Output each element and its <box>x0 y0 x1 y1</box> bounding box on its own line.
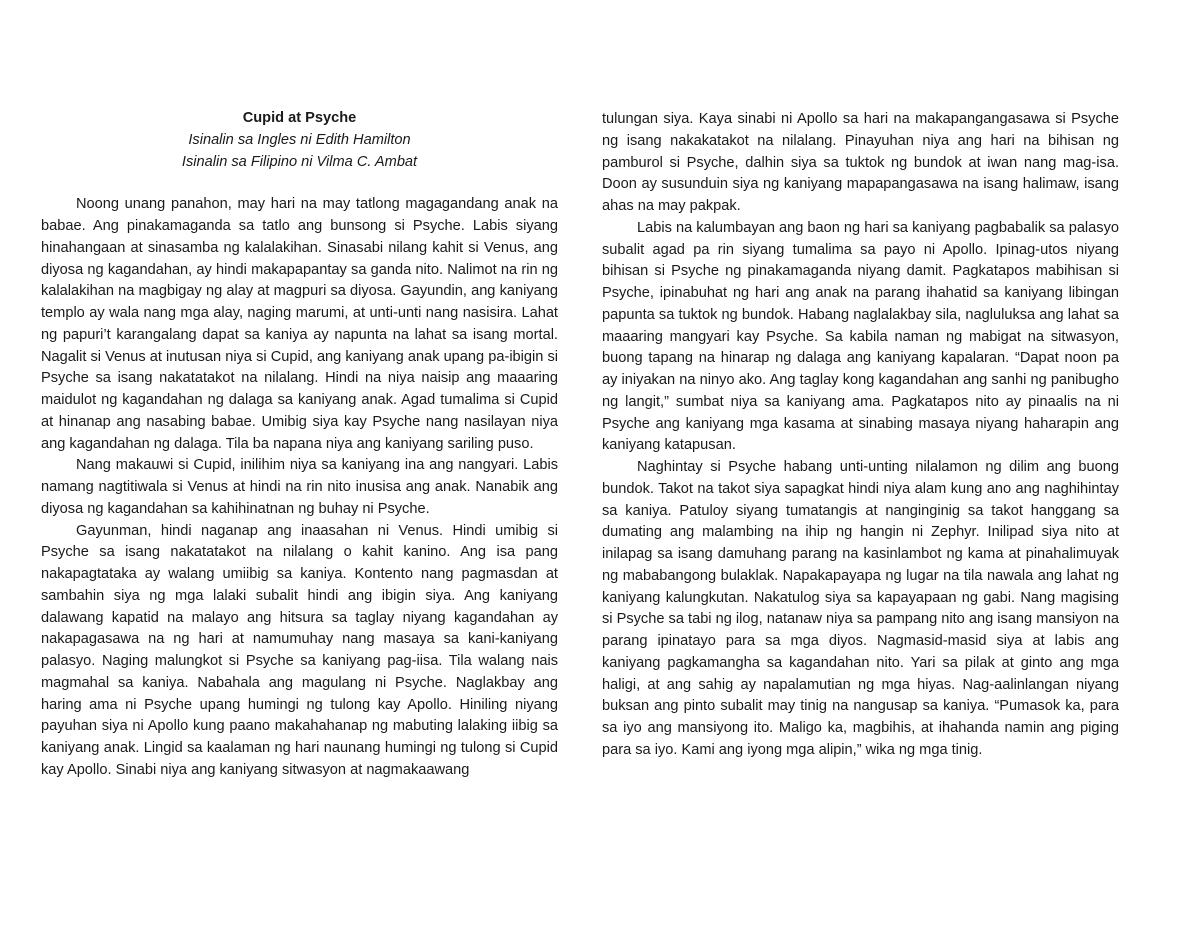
translator-line-english: Isinalin sa Ingles ni Edith Hamilton <box>188 131 411 148</box>
paragraph: Noong unang panahon, may hari na may tatlong magagandang anak na babae. Ang pinakamaganda sa tatlo ang bunsong si Psyche. Labis siyang hinahangaan at sinasamba ng kalalakihan. Sinasabi nilang kahit si Venus, ang diyosa ng kagandahan, ay hindi makapapantay sa ganda nito. Nalimot na rin ng kalalakihan na magbigay ng alay at magpuri sa diyosa. Gayundin, ang kaniyang templo ay wala nang mga alay, naging marumi, at unti-unti nang nasisira. Lahat ng papuri’t karangalang dapat sa kaniya ay napunta na lahat sa isang mortal. Nagalit si Venus at inutusan niya si Cupid, ang kaniyang anak upang pa-ibigin si Psyche sa isang nakatatakot na nilalang. Hindi na niya naisip ang maaaring maidulot ng kagandahan ng dalaga sa kaniyang anak. Agad tumalima si Cupid at hinanap ang nasabing babae. Umibig siya kay Psyche nang nasilayan niya ang kagandahan ng dalaga. Tila ba napana niya ang kaniyang sariling puso. <box>41 196 558 452</box>
header-spacer <box>41 173 558 194</box>
paragraph: Naghintay si Psyche habang unti-unting nilalamon ng dilim ang buong bundok. Takot na takot siya sapagkat hindi niya alam kung ano ang naghihintay sa kaniya. Patuloy siyang tumatangis at nanginginig sa takot hanggang sa dumating ang malambing na ihip ng hangin ni Zephyr. Inilipad siya nito at inilapag sa isang damuhang parang na kasinlambot ng kama at pinahalimuyak ng mababangong bulaklak. Napakapayapa ng lugar na tila nawala ang lahat ng kaniyang kalungkutan. Nakatulog siya sa kapayapaan ng gabi. Nang magising si Psyche sa tabi ng ilog, natanaw niya sa pampang nito ang isang mansiyon na parang ipinatayo para sa mga diyos. Nagmasid-masid siya at labis ang kaniyang pagkamangha sa kagandahan nito. Yari sa pilak at ginto ang mga haligi, at ang sahig ay napalamutian ng mga hiyas. Nag-aalinlangan niyang buksan ang pinto subalit may tinig na nangusap sa kaniya. “Pumasok ka, para sa iyo ang mansiyong ito. Maligo ka, magbihis, at ihahanda namin ang piging para sa iyo. Kami ang iyong mga alipin,” wika ng mga tinig. <box>602 459 1119 758</box>
paragraph-continuation: tulungan siya. Kaya sinabi ni Apollo sa hari na makapangangasawa si Psyche ng isang nakakatakot na nilalang. Pinayuhan niya ang hari na bihisan ng pamburol si Psyche, dalhin siya sa tuktok ng bundok at iwan nang mag-isa. Doon ay susunduin siya ng kaniyang mapapangasawa na isang halimaw, isang ahas na may pakpak. <box>602 111 1119 214</box>
document-title: Cupid at Psyche <box>242 110 357 126</box>
left-column <box>41 108 558 782</box>
translator-line-filipino: Isinalin sa Filipino ni Vilma C. Ambat <box>181 153 418 170</box>
right-column <box>602 109 1119 762</box>
paragraph: Nang makauwi si Cupid, inilihim niya sa kaniyang ina ang nangyari. Labis namang nagtitiwala si Venus at hindi na rin nito inusisa ang anak. Nanabik ang diyosa ng kagandahan sa kahihinatnan ng buhay ni Psyche. <box>41 457 558 517</box>
paragraph: Gayunman, hindi naganap ang inaasahan ni Venus. Hindi umibig si Psyche sa isang nakatatakot na nilalang o kahit kanino. Ang isa pang nakapagtataka ay walang umiibig sa kaniya. Kontento nang pagmasdan at sambahin siya ng mga lalaki subalit hindi ang ibigin siya. Ang kaniyang dalawang kapatid na malayo ang hitsura sa taglay niyang kagandahan ay nakapagasawa na ng hari at namumuhay nang masaya sa kani-kaniyang palasyo. Naging malungkot si Psyche sa kaniyang pag-iisa. Tila walang nais magmahal sa kaniya. Nabahala ang magulang ni Psyche. Naglakbay ang haring ama ni Psyche upang humingi ng tulong kay Apollo. Hiniling niyang payuhan siya ni Apollo kung paano makahahanap ng mabuting lalaking iibig sa kaniyang anak. Lingid sa kaalaman ng hari naunang humingi ng tulong si Cupid kay Apollo. Sinabi niya ang kaniyang sitwasyon at nagmakaawang <box>41 522 558 778</box>
paragraph: Labis na kalumbayan ang baon ng hari sa kaniyang pagbabalik sa palasyo subalit agad pa rin siyang tumalima sa payo ni Apollo. Ipinag-utos niyang bihisan si Psyche ng pinakamaganda niyang damit. Pagkatapos mabihisan si Psyche, ipinabuhat ng hari ang anak na parang ihahatid sa kaniyang libingan papunta sa tuktok ng bundok. Habang naglalakbay sila, nagluluksa ang lahat sa maaaring mangyari kay Psyche. Sa kabila naman ng mabigat na sitwasyon, buong tapang na hinarap ng dalaga ang kaniyang kapalaran. “Dapat noon pa ay iniyakan na ninyo ako. Ang taglay kong kagandahan ang sanhi ng panibugho ng langit,” sumbat niya sa kaniyang ama. Pagkatapos nito ay pinaalis na ni Psyche ang kaniyang mga kasama at sinabing masaya niyang haharapin ang kaniyang katapusan. <box>602 219 1119 454</box>
